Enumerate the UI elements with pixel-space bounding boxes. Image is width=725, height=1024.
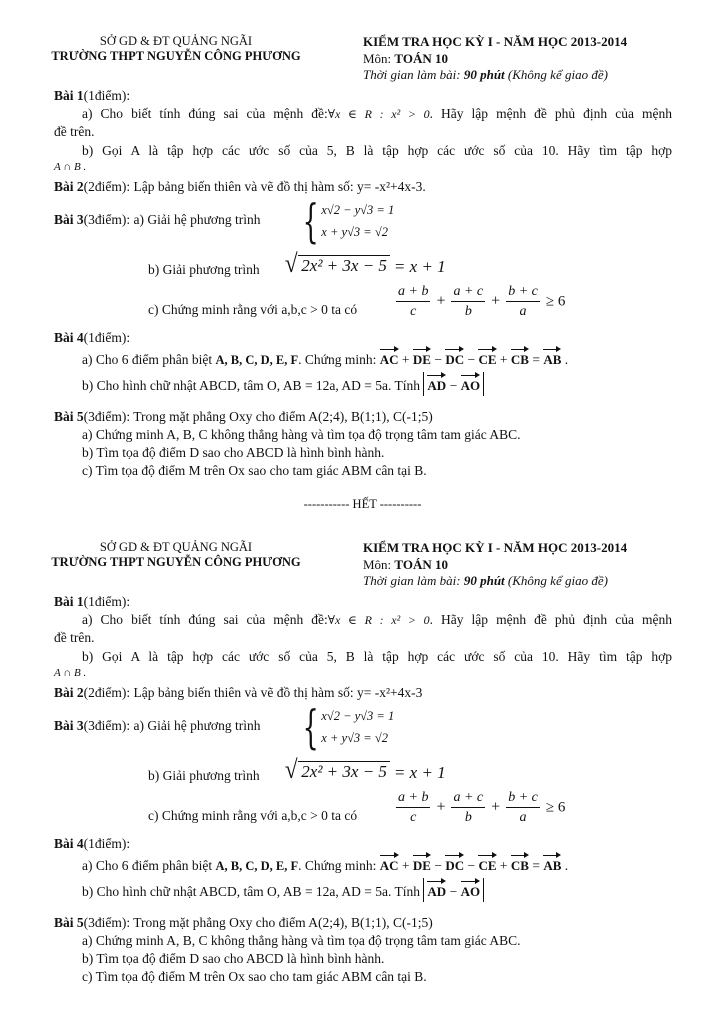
- dept-name: SỞ GD & ĐT QUẢNG NGÃI: [99, 540, 253, 554]
- bai5-b: b) Tìm tọa độ điểm D sao cho ABCD là hình bình hành.: [82, 951, 385, 966]
- end-marker: ----------- HẾT ----------: [303, 497, 422, 511]
- bai2-points: (2điểm):: [83, 685, 131, 700]
- bai1-title: Bài 1: [54, 594, 84, 609]
- bai2-text: Lập bảng biến thiên và vẽ đồ thị hàm số: y= -x²+4x-3: [133, 685, 423, 700]
- vector-de: DE: [413, 348, 431, 368]
- frac2-den: b: [464, 810, 472, 825]
- vector-dc: DC: [445, 348, 464, 368]
- bai3-system: [296, 194, 395, 248]
- bai4-b: [82, 878, 484, 902]
- bai4-a-prove: . Chứng minh:: [298, 858, 377, 873]
- bai5-c: c) Tìm tọa độ điểm M trên Ox sao cho tam giác ABM cân tại B.: [82, 969, 427, 984]
- bai3-a-label: [54, 212, 260, 228]
- subject-label: Môn:: [363, 557, 392, 572]
- bai3-title: Bài 3: [54, 718, 84, 733]
- time-value: 90 phút: [463, 67, 505, 82]
- bai2-points: (2điểm):: [83, 179, 131, 194]
- school-name: TRƯỜNG THPT NGUYỄN CÔNG PHƯƠNG: [51, 49, 301, 63]
- bai4-heading: [54, 836, 130, 852]
- bai4-a: a) Cho 6 điểm phân biệt A, B, C, D, E, F. Chứng minh: AC + DE − DC − CE + CB = AB .: [82, 854, 568, 874]
- vector-ad: AD: [427, 880, 446, 900]
- rhs: = x + 1: [393, 763, 446, 782]
- bai1-a: [82, 106, 672, 122]
- frac3-den: a: [519, 304, 527, 319]
- time-label: Thời gian làm bài:: [363, 573, 461, 588]
- vector-ao: AO: [461, 374, 481, 394]
- bai1-title: Bài 1: [54, 88, 84, 103]
- brace-symbol: {: [302, 194, 319, 248]
- time-note: (Không kể giao đề): [507, 67, 608, 82]
- time-line: [363, 67, 608, 83]
- bai3-a-label: [54, 718, 260, 734]
- subject-name: TOÁN 10: [394, 51, 448, 66]
- vector-ce: CE: [478, 854, 496, 874]
- bai1-a: [82, 612, 672, 628]
- frac3-num: b + c: [506, 284, 540, 302]
- frac2-num: a + c: [451, 790, 485, 808]
- bai4-points: (1điểm):: [83, 330, 131, 345]
- bai5-a: a) Chứng minh A, B, C không thẳng hàng và tìm tọa độ trọng tâm tam giác ABC.: [82, 427, 521, 442]
- bai3-a-text: a) Giải hệ phương trình: [133, 718, 261, 733]
- subject-line: [363, 557, 448, 573]
- bai5-points: (3điểm):: [83, 409, 131, 424]
- bai1-points: (1điểm):: [83, 88, 131, 103]
- bai1-a-post: . Hãy lập mệnh đề phủ định của mệnh: [429, 106, 672, 121]
- frac1-num: a + b: [396, 284, 430, 302]
- bai3-system: [296, 700, 395, 754]
- vector-cb: CB: [511, 854, 529, 874]
- bai2: [54, 179, 426, 195]
- bai3-c-text: c) Chứng minh rằng với a,b,c > 0 ta có: [148, 808, 358, 823]
- time-value: 90 phút: [463, 573, 505, 588]
- bai1-b-formula: A ∩ B .: [54, 667, 87, 679]
- bai4-points: (1điểm):: [83, 836, 131, 851]
- bai2: [54, 685, 422, 701]
- exam-title: KIỂM TRA HỌC KỲ I - NĂM HỌC 2013-2014: [363, 34, 628, 49]
- vector-cb: CB: [511, 348, 529, 368]
- bai2-text: Lập bảng biến thiên và vẽ đồ thị hàm số: y= -x²+4x-3.: [133, 179, 426, 194]
- bai1-b: b) Gọi A là tập hợp các ước số của 5, B là tập hợp các ước số của 10. Hãy tìm tập hợp: [82, 143, 672, 158]
- exam-title: KIỂM TRA HỌC KỲ I - NĂM HỌC 2013-2014: [363, 540, 628, 555]
- bai1-a-text: a) Cho biết tính đúng sai của mệnh đề:: [82, 612, 328, 627]
- bai5-title: Bài 5: [54, 409, 84, 424]
- bai5-intro-text: Trong mặt phẳng Oxy cho điểm A(2;4), B(1;1), C(-1;5): [133, 915, 433, 930]
- subject-line: [363, 51, 448, 67]
- radicand: 2x² + 3x − 5: [298, 255, 390, 276]
- vector-ab: AB: [543, 854, 561, 874]
- bai4-b-text: b) Cho hình chữ nhật ABCD, tâm O, AB = 12a, AD = 5a. Tính: [82, 378, 421, 393]
- bai3-points: (3điểm):: [83, 718, 131, 733]
- bai4-a: a) Cho 6 điểm phân biệt A, B, C, D, E, F. Chứng minh: AC + DE − DC − CE + CB = AB .: [82, 348, 568, 368]
- vector-ce: CE: [478, 348, 496, 368]
- bai5-intro: [54, 409, 433, 425]
- frac3-num: b + c: [506, 790, 540, 808]
- vector-dc: DC: [445, 854, 464, 874]
- bai1-a-cont: đề trên.: [54, 630, 95, 645]
- bai1-a-post: . Hãy lập mệnh đề phủ định của mệnh: [429, 612, 672, 627]
- vector-ad: AD: [427, 374, 446, 394]
- abs-value: AD − AO: [423, 878, 484, 902]
- system-eq1: x√2 − y√3 = 1: [321, 709, 395, 723]
- bai5-intro: [54, 915, 433, 931]
- frac1-den: c: [410, 304, 417, 319]
- sqrt-icon: √: [284, 755, 298, 784]
- time-label: Thời gian làm bài:: [363, 67, 461, 82]
- bai3-b-equation: [284, 251, 446, 277]
- bai3-title: Bài 3: [54, 212, 84, 227]
- vector-de: DE: [413, 854, 431, 874]
- bai2-title: Bài 2: [54, 179, 84, 194]
- vector-ac: AC: [380, 348, 399, 368]
- bai5-a: a) Chứng minh A, B, C không thẳng hàng và tìm tọa độ trọng tâm tam giác ABC.: [82, 933, 521, 948]
- frac2-num: a + c: [451, 284, 485, 302]
- frac2-den: b: [464, 304, 472, 319]
- system-eq2: x + y√3 = √2: [321, 731, 388, 745]
- school-name: TRƯỜNG THPT NGUYỄN CÔNG PHƯƠNG: [51, 555, 301, 569]
- bai4-a-prove: . Chứng minh:: [298, 352, 377, 367]
- radicand: 2x² + 3x − 5: [298, 761, 390, 782]
- bai4-heading: [54, 330, 130, 346]
- bai3-a-text: a) Giải hệ phương trình: [133, 212, 261, 227]
- rhs: = x + 1: [393, 257, 446, 276]
- bai4-title: Bài 4: [54, 836, 84, 851]
- ineq-rhs: ≥ 6: [545, 799, 566, 816]
- bai4-b-text: b) Cho hình chữ nhật ABCD, tâm O, AB = 12a, AD = 5a. Tính: [82, 884, 421, 899]
- ineq-rhs: ≥ 6: [545, 293, 566, 310]
- bai3-b-equation: [284, 757, 446, 783]
- bai4-title: Bài 4: [54, 330, 84, 345]
- abs-value: AD − AO: [423, 372, 484, 396]
- vector-ao: AO: [461, 880, 481, 900]
- bai3-c-inequality: $\frac{a + b}{c}$ + $\frac{a + c}{b}$ + $\frac{b + c}{a}$ ≥ 6: [398, 284, 566, 319]
- bai5-b: b) Tìm tọa độ điểm D sao cho ABCD là hình bình hành.: [82, 445, 385, 460]
- bai1-heading: [54, 594, 130, 610]
- bai3-c-text: c) Chứng minh rằng với a,b,c > 0 ta có: [148, 302, 358, 317]
- time-note: (Không kể giao đề): [507, 573, 608, 588]
- bai4-a-text: a) Cho 6 điểm phân biệt: [82, 858, 213, 873]
- bai5-intro-text: Trong mặt phẳng Oxy cho điểm A(2;4), B(1;1), C(-1;5): [133, 409, 433, 424]
- vector-ac: AC: [380, 854, 399, 874]
- bai1-a-cont: đề trên.: [54, 124, 95, 139]
- vector-ab: AB: [543, 348, 561, 368]
- bai1-a-text: a) Cho biết tính đúng sai của mệnh đề:: [82, 106, 328, 121]
- subject-label: Môn:: [363, 51, 392, 66]
- bai4-b: [82, 372, 484, 396]
- bai1-b: b) Gọi A là tập hợp các ước số của 5, B là tập hợp các ước số của 10. Hãy tìm tập hợp: [82, 649, 672, 664]
- system-eq2: x + y√3 = √2: [321, 225, 388, 239]
- bai2-title: Bài 2: [54, 685, 84, 700]
- time-line: [363, 573, 608, 589]
- bai4-a-points: A, B, C, D, E, F: [215, 859, 299, 873]
- exam-copy-2: [0, 540, 725, 1020]
- bai5-points: (3điểm):: [83, 915, 131, 930]
- bai1-b-formula: A ∩ B .: [54, 161, 87, 173]
- bai1-a-formula: ∀x ∈ R : x² > 0: [327, 107, 430, 121]
- frac1-num: a + b: [396, 790, 430, 808]
- system-eq1: x√2 − y√3 = 1: [321, 203, 395, 217]
- sqrt-icon: √: [284, 249, 298, 278]
- bai5-c: c) Tìm tọa độ điểm M trên Ox sao cho tam giác ABM cân tại B.: [82, 463, 427, 478]
- bai3-b-text: b) Giải phương trình: [148, 262, 260, 277]
- bai3-points: (3điểm):: [83, 212, 131, 227]
- frac1-den: c: [410, 810, 417, 825]
- bai1-a-formula: ∀x ∈ R : x² > 0: [327, 613, 430, 627]
- brace-symbol: {: [302, 700, 319, 754]
- dept-name: SỞ GD & ĐT QUẢNG NGÃI: [99, 34, 253, 48]
- bai3-c-inequality: $\frac{a + b}{c}$ + $\frac{a + c}{b}$ + $\frac{b + c}{a}$ ≥ 6: [398, 790, 566, 825]
- bai4-a-text: a) Cho 6 điểm phân biệt: [82, 352, 213, 367]
- bai1-points: (1điểm):: [83, 594, 131, 609]
- exam-copy-1: [0, 34, 725, 514]
- bai3-b-text: b) Giải phương trình: [148, 768, 260, 783]
- bai4-a-points: A, B, C, D, E, F: [215, 353, 299, 367]
- bai5-title: Bài 5: [54, 915, 84, 930]
- frac3-den: a: [519, 810, 527, 825]
- subject-name: TOÁN 10: [394, 557, 448, 572]
- bai1-heading: [54, 88, 130, 104]
